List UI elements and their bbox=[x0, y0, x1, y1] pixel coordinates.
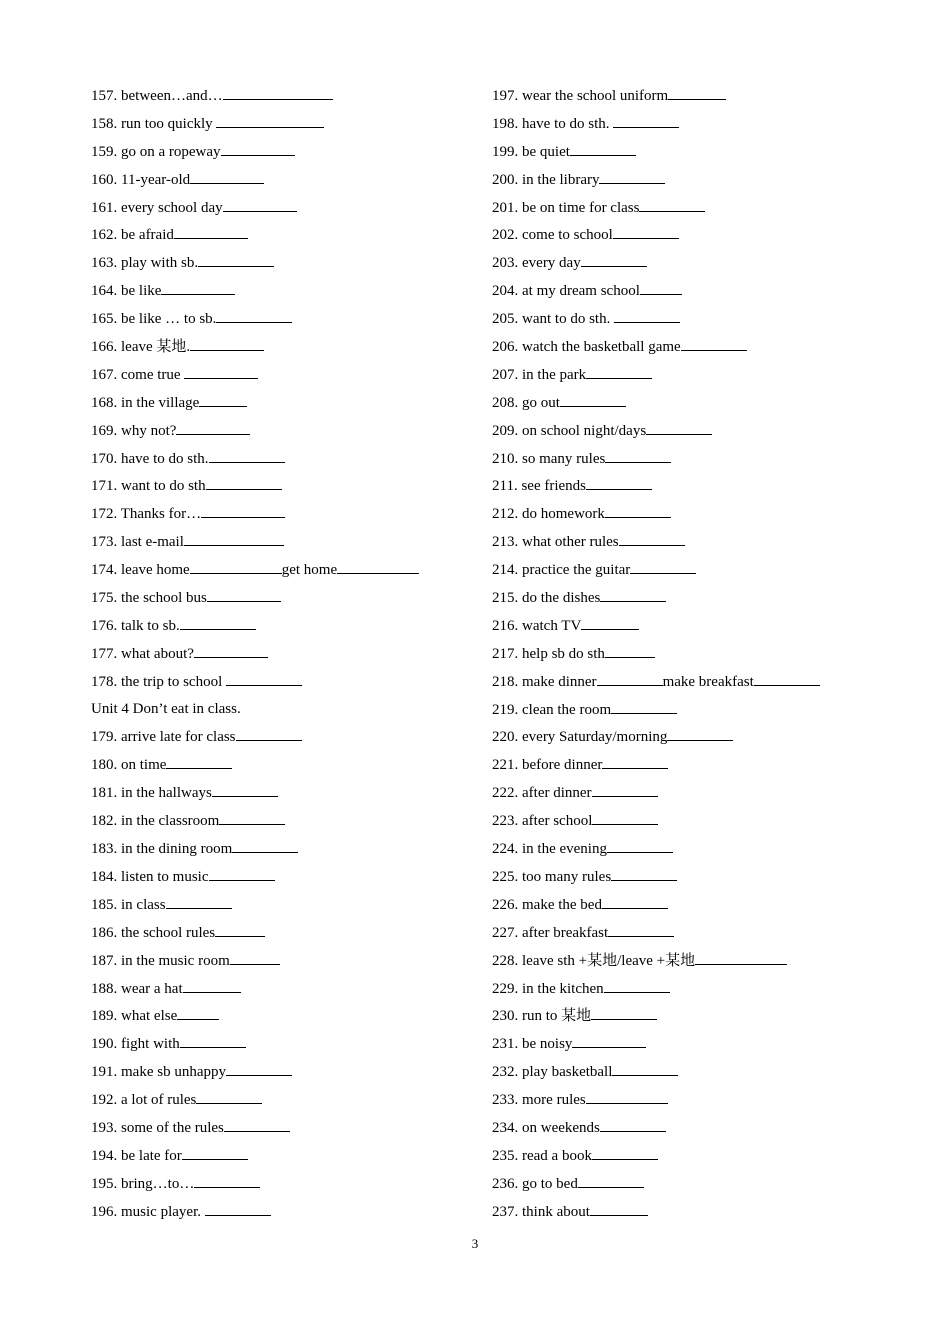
vocab-text: 208. go out bbox=[492, 394, 560, 411]
vocab-item bbox=[91, 922, 481, 950]
vocab-text: 157. between…and… bbox=[91, 88, 223, 104]
vocab-text: 182. in the classroom bbox=[91, 813, 220, 830]
answer-blank[interactable] bbox=[337, 559, 419, 574]
vocab-text: 160. 11-year-old bbox=[91, 171, 191, 188]
vocab-text: 199. be quiet bbox=[492, 143, 570, 160]
answer-blank[interactable] bbox=[201, 503, 285, 518]
vocab-item bbox=[91, 838, 481, 866]
vocab-text: 177. what about? bbox=[91, 645, 194, 662]
vocab-text: 161. every school day bbox=[91, 199, 223, 216]
vocab-item bbox=[91, 336, 481, 364]
vocab-item bbox=[91, 754, 481, 782]
vocab-text: 203. every day bbox=[492, 255, 581, 272]
vocab-text: 164. be like bbox=[91, 283, 162, 300]
answer-blank[interactable] bbox=[205, 1201, 271, 1216]
vocab-item bbox=[492, 141, 892, 169]
vocab-text: 205. want to do sth. bbox=[492, 311, 615, 328]
answer-blank[interactable] bbox=[224, 1117, 290, 1132]
vocab-item bbox=[492, 503, 892, 531]
answer-blank[interactable] bbox=[608, 922, 674, 937]
answer-blank[interactable] bbox=[166, 754, 232, 769]
answer-blank[interactable] bbox=[206, 475, 282, 490]
vocab-item bbox=[492, 1005, 892, 1033]
answer-blank[interactable] bbox=[591, 1005, 657, 1020]
vocab-text: 234. on weekends bbox=[492, 1119, 600, 1136]
vocab-item bbox=[91, 364, 481, 392]
answer-blank[interactable] bbox=[161, 280, 235, 295]
vocab-item bbox=[492, 838, 892, 866]
vocab-text-second: get home bbox=[281, 562, 338, 579]
vocab-text: 233. more rules bbox=[492, 1092, 586, 1109]
vocab-text: 176. talk to sb. bbox=[91, 617, 180, 634]
vocab-text: 163. play with sb. bbox=[91, 255, 199, 272]
vocab-item bbox=[91, 1117, 481, 1145]
answer-blank[interactable] bbox=[166, 894, 232, 909]
vocab-item bbox=[492, 1117, 892, 1145]
vocab-text: 196. music player. bbox=[91, 1203, 205, 1220]
answer-blank[interactable] bbox=[695, 950, 787, 965]
vocab-text: 200. in the library bbox=[492, 171, 600, 188]
vocab-item bbox=[91, 280, 481, 308]
vocab-text: 172. Thanks for… bbox=[91, 506, 202, 523]
answer-blank[interactable] bbox=[216, 113, 324, 128]
answer-blank[interactable] bbox=[613, 224, 679, 239]
answer-blank[interactable] bbox=[667, 726, 733, 741]
vocab-item bbox=[492, 1201, 892, 1229]
answer-blank[interactable] bbox=[614, 308, 680, 323]
page-number: 3 bbox=[471, 1236, 479, 1251]
vocab-item bbox=[492, 113, 892, 141]
vocab-item bbox=[91, 726, 481, 754]
answer-blank[interactable] bbox=[586, 475, 652, 490]
vocab-item bbox=[91, 1173, 481, 1201]
vocab-item bbox=[91, 224, 481, 252]
vocab-text: 210. so many rules bbox=[492, 450, 606, 467]
vocab-text: 207. in the park bbox=[492, 366, 587, 383]
vocab-text: 158. run too quickly bbox=[91, 115, 217, 132]
answer-blank[interactable] bbox=[604, 978, 670, 993]
answer-blank[interactable] bbox=[196, 1089, 262, 1104]
vocab-text: 201. be on time for class bbox=[492, 199, 640, 216]
vocab-text: 167. come true bbox=[91, 366, 185, 383]
answer-blank[interactable] bbox=[586, 1089, 668, 1104]
vocab-text: 186. the school rules bbox=[91, 924, 216, 941]
vocab-text: 193. some of the rules bbox=[91, 1119, 224, 1136]
vocab-item bbox=[91, 141, 481, 169]
vocab-text: 194. be late for bbox=[91, 1147, 182, 1164]
vocab-text: 214. practice the guitar bbox=[492, 562, 631, 579]
vocab-text: 189. what else bbox=[91, 1008, 178, 1025]
vocab-item bbox=[91, 615, 481, 643]
vocab-text: 218. make dinner bbox=[492, 673, 597, 690]
answer-blank[interactable] bbox=[194, 643, 268, 658]
vocab-text: 170. have to do sth. bbox=[91, 450, 209, 467]
answer-blank[interactable] bbox=[611, 699, 677, 714]
vocab-item bbox=[91, 559, 481, 587]
vocab-item bbox=[91, 1061, 481, 1089]
vocab-text: 169. why not? bbox=[91, 422, 177, 439]
vocab-text: 180. on time bbox=[91, 757, 167, 774]
vocab-item bbox=[492, 1089, 892, 1117]
vocab-text: 188. wear a hat bbox=[91, 980, 183, 997]
answer-blank[interactable] bbox=[183, 978, 241, 993]
vocab-item bbox=[91, 113, 481, 141]
answer-blank[interactable] bbox=[600, 587, 666, 602]
vocab-text: 168. in the village bbox=[91, 394, 200, 411]
vocab-item bbox=[492, 531, 892, 559]
answer-blank[interactable] bbox=[613, 113, 679, 128]
vocab-item bbox=[91, 392, 481, 420]
answer-blank[interactable] bbox=[592, 782, 658, 797]
vocab-text: 212. do homework bbox=[492, 506, 605, 523]
answer-blank[interactable] bbox=[215, 922, 265, 937]
vocab-item bbox=[91, 810, 481, 838]
vocab-item bbox=[492, 1033, 892, 1061]
vocab-item bbox=[91, 643, 481, 671]
vocab-item bbox=[492, 726, 892, 754]
vocab-item bbox=[91, 587, 481, 615]
vocab-text: 162. be afraid bbox=[91, 227, 174, 244]
answer-blank[interactable] bbox=[605, 448, 671, 463]
answer-blank[interactable] bbox=[223, 85, 333, 100]
vocab-item bbox=[91, 1089, 481, 1117]
vocab-item bbox=[492, 224, 892, 252]
vocab-item bbox=[492, 699, 892, 727]
answer-blank[interactable] bbox=[176, 420, 250, 435]
vocab-text: Unit 4 Don’t eat in class. bbox=[91, 700, 241, 717]
answer-blank[interactable] bbox=[209, 448, 285, 463]
answer-blank[interactable] bbox=[198, 252, 274, 267]
vocab-text: 204. at my dream school bbox=[492, 283, 640, 300]
vocab-text: 236. go to bed bbox=[492, 1175, 578, 1192]
vocab-item bbox=[91, 978, 481, 1006]
answer-blank[interactable] bbox=[578, 1173, 644, 1188]
vocab-item bbox=[492, 922, 892, 950]
answer-blank[interactable] bbox=[630, 559, 696, 574]
vocab-item bbox=[91, 1005, 481, 1033]
answer-blank[interactable] bbox=[605, 643, 655, 658]
vocab-text: 229. in the kitchen bbox=[492, 980, 604, 997]
answer-blank[interactable] bbox=[190, 169, 264, 184]
answer-blank[interactable] bbox=[586, 364, 652, 379]
vocab-item bbox=[492, 448, 892, 476]
answer-blank[interactable] bbox=[219, 810, 285, 825]
answer-blank[interactable] bbox=[570, 141, 636, 156]
vocab-text: 195. bring…to… bbox=[91, 1175, 195, 1192]
vocab-item bbox=[492, 392, 892, 420]
answer-blank[interactable] bbox=[226, 1061, 292, 1076]
answer-blank[interactable] bbox=[581, 615, 639, 630]
vocab-text: 171. want to do sth bbox=[91, 478, 206, 495]
vocab-text: 211. see friends bbox=[492, 478, 586, 495]
answer-blank[interactable] bbox=[184, 531, 284, 546]
vocab-item bbox=[492, 364, 892, 392]
vocab-item bbox=[492, 978, 892, 1006]
vocab-text: 202. come to school bbox=[492, 227, 613, 244]
vocab-text: 197. wear the school uniform bbox=[492, 88, 669, 104]
answer-blank[interactable] bbox=[560, 392, 626, 407]
vocab-item bbox=[91, 950, 481, 978]
vocab-item bbox=[492, 559, 892, 587]
vocab-item bbox=[492, 280, 892, 308]
answer-blank[interactable] bbox=[592, 810, 658, 825]
vocab-item bbox=[91, 85, 481, 113]
answer-blank[interactable] bbox=[619, 531, 685, 546]
vocab-item bbox=[91, 252, 481, 280]
vocab-item bbox=[492, 754, 892, 782]
answer-blank[interactable] bbox=[640, 280, 682, 295]
answer-blank[interactable] bbox=[581, 252, 647, 267]
vocab-item bbox=[492, 85, 892, 113]
answer-blank[interactable] bbox=[599, 169, 665, 184]
vocab-item bbox=[492, 587, 892, 615]
vocab-item bbox=[91, 420, 481, 448]
answer-blank[interactable] bbox=[639, 197, 705, 212]
vocab-text: 185. in class bbox=[91, 896, 166, 913]
answer-blank[interactable] bbox=[226, 671, 302, 686]
vocab-item bbox=[492, 671, 892, 699]
answer-blank[interactable] bbox=[221, 141, 295, 156]
answer-blank[interactable] bbox=[602, 754, 668, 769]
vocab-text: 237. think about bbox=[492, 1203, 590, 1220]
vocab-item bbox=[91, 1033, 481, 1061]
answer-blank[interactable] bbox=[207, 587, 281, 602]
vocab-item bbox=[91, 197, 481, 225]
answer-blank[interactable] bbox=[605, 503, 671, 518]
vocab-text: 166. leave 某地. bbox=[91, 339, 191, 356]
vocab-item bbox=[91, 1145, 481, 1173]
vocab-item bbox=[91, 475, 481, 503]
answer-blank[interactable] bbox=[199, 392, 247, 407]
answer-blank[interactable] bbox=[209, 866, 275, 881]
vocab-text: 219. clean the room bbox=[492, 701, 612, 718]
answer-blank[interactable] bbox=[590, 1201, 648, 1216]
answer-blank[interactable] bbox=[600, 1117, 666, 1132]
vocab-text: 173. last e-mail bbox=[91, 534, 184, 551]
vocab-text: 209. on school night/days bbox=[492, 422, 647, 439]
vocab-text: 216. watch TV bbox=[492, 617, 582, 634]
answer-blank[interactable] bbox=[212, 782, 278, 797]
answer-blank[interactable] bbox=[190, 336, 264, 351]
answer-blank[interactable] bbox=[612, 1061, 678, 1076]
vocab-item bbox=[492, 866, 892, 894]
vocab-item bbox=[492, 950, 892, 978]
answer-blank[interactable] bbox=[180, 615, 256, 630]
vocab-item bbox=[492, 252, 892, 280]
answer-blank[interactable] bbox=[668, 85, 726, 100]
vocab-item bbox=[492, 1173, 892, 1201]
vocab-text: 231. be noisy bbox=[492, 1036, 573, 1053]
answer-blank[interactable] bbox=[223, 197, 297, 212]
answer-blank[interactable] bbox=[592, 1145, 658, 1160]
vocab-item bbox=[492, 336, 892, 364]
answer-blank[interactable] bbox=[646, 420, 712, 435]
answer-blank[interactable] bbox=[236, 726, 302, 741]
vocab-text: 226. make the bed bbox=[492, 896, 602, 913]
vocab-item bbox=[492, 169, 892, 197]
vocab-item bbox=[492, 894, 892, 922]
answer-blank[interactable] bbox=[216, 308, 292, 323]
vocab-item bbox=[91, 308, 481, 336]
vocab-item bbox=[492, 197, 892, 225]
vocab-text: 174. leave home bbox=[91, 562, 190, 579]
vocab-text: 178. the trip to school bbox=[91, 673, 226, 690]
answer-blank[interactable] bbox=[597, 671, 663, 686]
vocab-text: 187. in the music room bbox=[91, 952, 230, 969]
vocab-item bbox=[492, 420, 892, 448]
answer-blank[interactable] bbox=[174, 224, 248, 239]
vocab-item bbox=[91, 894, 481, 922]
vocab-text: 190. fight with bbox=[91, 1036, 180, 1053]
vocab-item bbox=[91, 1201, 481, 1229]
vocab-item bbox=[91, 782, 481, 810]
vocab-text: 232. play basketball bbox=[492, 1064, 613, 1081]
vocab-text: 191. make sb unhappy bbox=[91, 1064, 226, 1081]
answer-blank[interactable] bbox=[180, 1033, 246, 1048]
vocab-text: 217. help sb do sth bbox=[492, 645, 605, 662]
vocab-item bbox=[91, 866, 481, 894]
answer-blank[interactable] bbox=[754, 671, 820, 686]
answer-blank[interactable] bbox=[177, 1005, 219, 1020]
vocab-item bbox=[492, 308, 892, 336]
vocab-text: 183. in the dining room bbox=[91, 841, 233, 858]
vocab-item bbox=[492, 810, 892, 838]
vocab-item bbox=[91, 531, 481, 559]
vocab-text: 206. watch the basketball game bbox=[492, 339, 681, 356]
answer-blank[interactable] bbox=[611, 866, 677, 881]
answer-blank[interactable] bbox=[602, 894, 668, 909]
vocab-item bbox=[492, 643, 892, 671]
vocab-text: 213. what other rules bbox=[492, 534, 619, 551]
answer-blank[interactable] bbox=[194, 1173, 260, 1188]
vocab-text: 223. after school bbox=[492, 813, 593, 830]
vocab-text: 235. read a book bbox=[492, 1147, 592, 1164]
vocab-item bbox=[91, 503, 481, 531]
vocab-text: 175. the school bus bbox=[91, 590, 207, 607]
vocab-text: 228. leave sth +某地/leave +某地 bbox=[492, 952, 696, 969]
vocab-text: 165. be like … to sb. bbox=[91, 311, 217, 328]
vocab-text: 179. arrive late for class bbox=[91, 729, 236, 746]
vocab-text: 184. listen to music bbox=[91, 868, 209, 885]
vocab-text: 224. in the evening bbox=[492, 841, 607, 858]
vocab-text: 215. do the dishes bbox=[492, 590, 601, 607]
vocab-text-second: make breakfast bbox=[662, 673, 754, 690]
vocab-text: 227. after breakfast bbox=[492, 924, 609, 941]
vocab-text: 221. before dinner bbox=[492, 757, 603, 774]
right-column bbox=[492, 85, 892, 1229]
answer-blank[interactable] bbox=[182, 1145, 248, 1160]
vocab-text: 192. a lot of rules bbox=[91, 1092, 197, 1109]
vocab-text: 222. after dinner bbox=[492, 785, 592, 802]
vocab-item bbox=[492, 1145, 892, 1173]
answer-blank[interactable] bbox=[230, 950, 280, 965]
vocab-item bbox=[492, 1061, 892, 1089]
answer-blank[interactable] bbox=[190, 559, 282, 574]
vocab-item bbox=[91, 448, 481, 476]
vocab-text: 220. every Saturday/morning bbox=[492, 729, 668, 746]
answer-blank[interactable] bbox=[572, 1033, 646, 1048]
vocab-item bbox=[91, 699, 481, 727]
vocab-text: 225. too many rules bbox=[492, 868, 612, 885]
answer-blank[interactable] bbox=[232, 838, 298, 853]
vocab-text: 198. have to do sth. bbox=[492, 115, 614, 132]
vocab-item bbox=[492, 475, 892, 503]
vocab-item bbox=[492, 615, 892, 643]
answer-blank[interactable] bbox=[607, 838, 673, 853]
vocab-item bbox=[91, 169, 481, 197]
answer-blank[interactable] bbox=[681, 336, 747, 351]
vocab-text: 159. go on a ropeway bbox=[91, 143, 221, 160]
vocab-text: 181. in the hallways bbox=[91, 785, 212, 802]
answer-blank[interactable] bbox=[184, 364, 258, 379]
left-column bbox=[91, 85, 481, 1229]
vocab-item bbox=[492, 782, 892, 810]
vocab-text: 230. run to 某地 bbox=[492, 1008, 592, 1025]
vocab-item bbox=[91, 671, 481, 699]
